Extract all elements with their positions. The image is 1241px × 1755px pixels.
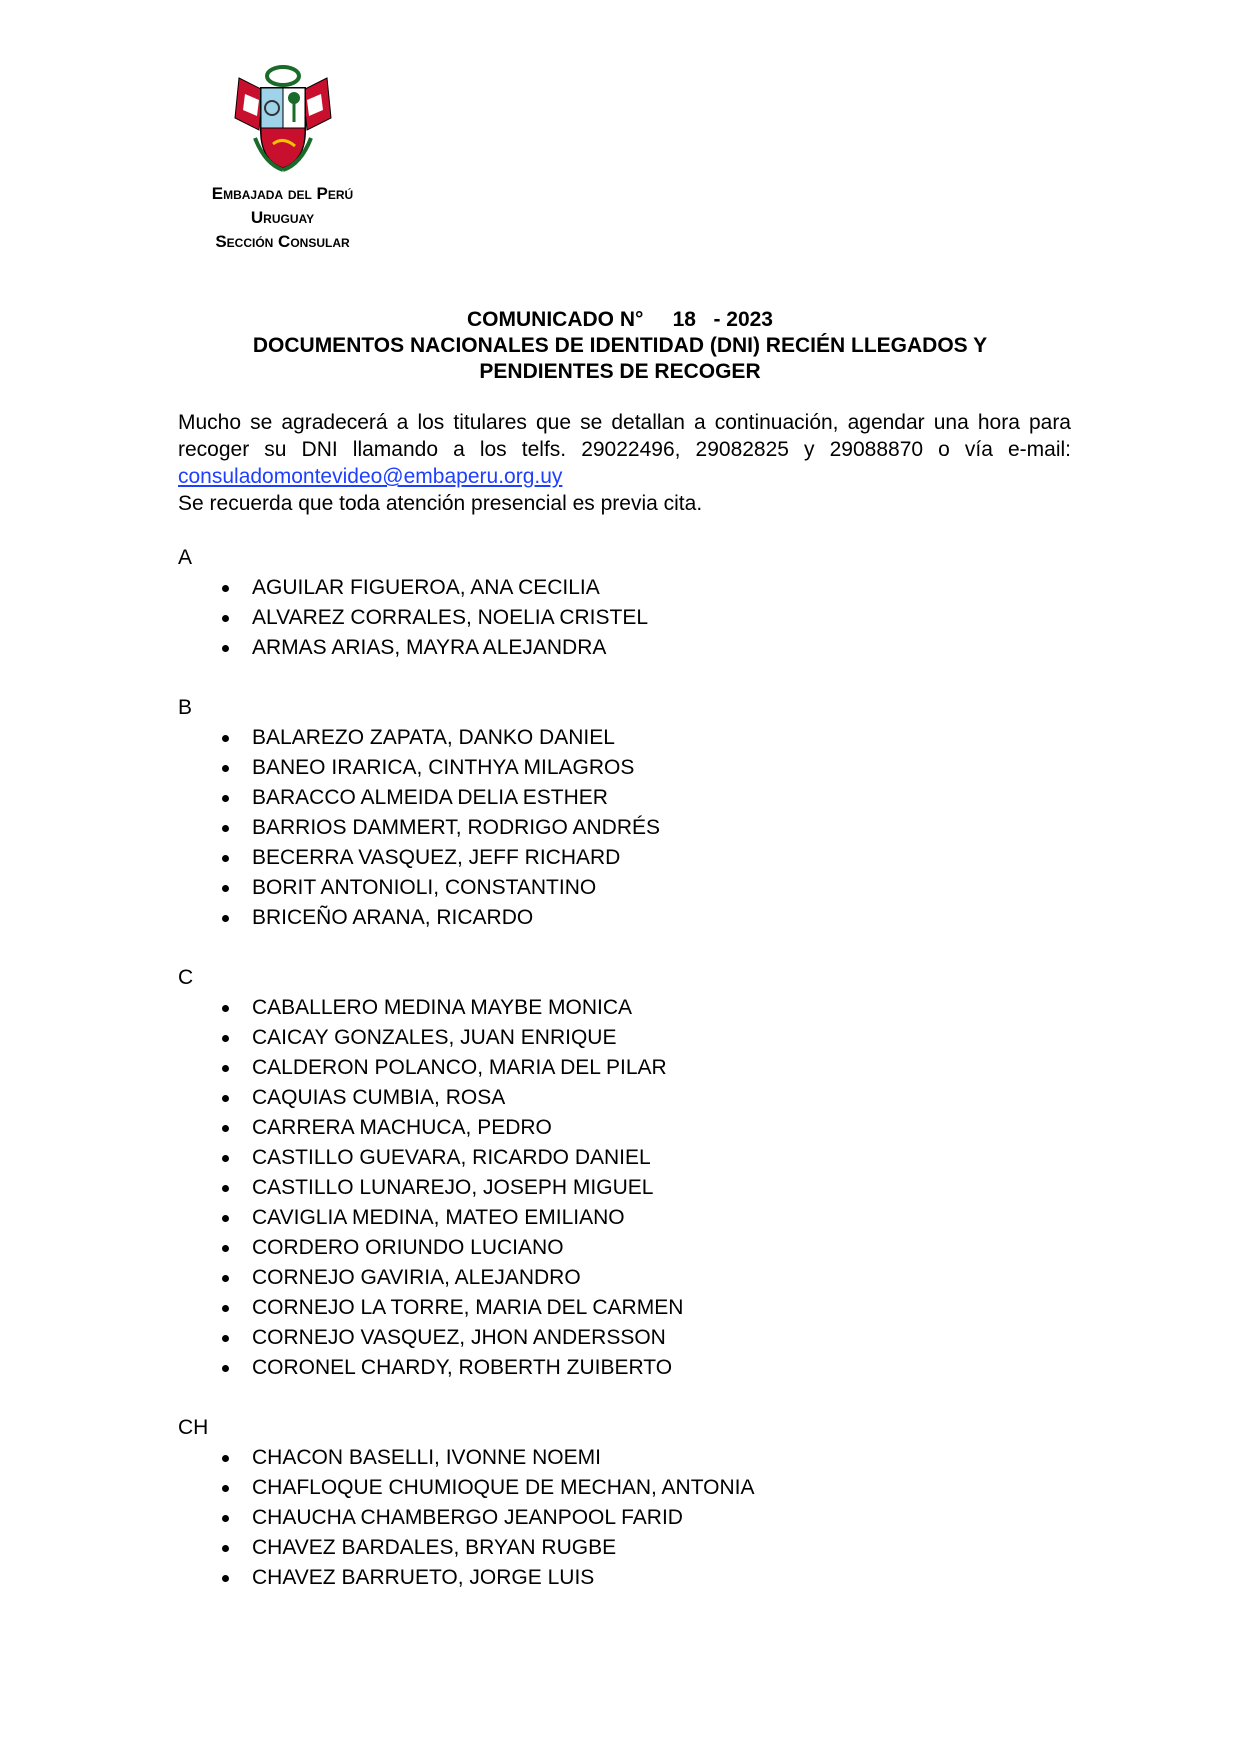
person-name: CORNEJO LA TORRE, MARIA DEL CARMEN [252,1296,684,1319]
bullet-icon [222,1305,229,1312]
list-item [178,723,1078,753]
person-name: CAICAY GONZALES, JUAN ENRIQUE [252,1026,617,1049]
list-item [178,1203,1078,1233]
bullet-icon [222,1485,229,1492]
bullet-icon [222,1095,229,1102]
bullet-icon [222,855,229,862]
document-title [180,307,1060,385]
list-item [178,1443,1078,1473]
list-item [178,603,1078,633]
list-item [178,1173,1078,1203]
list-item [178,1113,1078,1143]
section-letter: CH [178,1416,209,1439]
section-letter: C [178,966,194,989]
section-b [178,693,1078,933]
names-list [178,543,1078,1623]
person-name: CHAVEZ BARRUETO, JORGE LUIS [252,1566,595,1589]
bullet-icon [222,1455,229,1462]
list-item [178,1263,1078,1293]
list-item [178,1143,1078,1173]
embassy-section: Sección Consular [215,232,350,251]
bullet-icon [222,1515,229,1522]
list-item [178,1233,1078,1263]
bullet-icon [222,1185,229,1192]
bullet-icon [222,1275,229,1282]
list-item [178,753,1078,783]
embassy-country: Uruguay [250,208,315,227]
bullet-icon [222,1575,229,1582]
list-item [178,573,1078,603]
name-list [178,723,1078,933]
list-item [178,633,1078,663]
person-name: CARRERA MACHUCA, PEDRO [252,1116,552,1139]
person-name: CHACON BASELLI, IVONNE NOEMI [252,1446,601,1469]
bullet-icon [222,1005,229,1012]
bullet-icon [222,1125,229,1132]
person-name: BARACCO ALMEIDA DELIA ESTHER [252,786,608,809]
list-item [178,1083,1078,1113]
person-name: CALDERON POLANCO, MARIA DEL PILAR [252,1056,667,1079]
bullet-icon [222,765,229,772]
list-item [178,1053,1078,1083]
appointment-note: Se recuerda que toda atención presencial es previa cita. [178,492,703,515]
email-link[interactable]: consuladomontevideo@embaperu.org.uy [178,465,563,488]
peru-coat-of-arms-icon [225,60,341,176]
person-name: CHAFLOQUE CHUMIOQUE DE MECHAN, ANTONIA [252,1476,755,1499]
bullet-icon [222,1545,229,1552]
person-name: CAVIGLIA MEDINA, MATEO EMILIANO [252,1206,625,1229]
section-letter: A [178,546,193,569]
bullet-icon [222,1065,229,1072]
list-item [178,1353,1078,1383]
person-name: BECERRA VASQUEZ, JEFF RICHARD [252,846,621,869]
bullet-icon [222,1155,229,1162]
section-c [178,963,1078,1383]
embassy-name: Embajada del Perú [211,184,354,203]
person-name: CASTILLO GUEVARA, RICARDO DANIEL [252,1146,651,1169]
person-name: BRICEÑO ARANA, RICARDO [252,906,534,929]
person-name: CORNEJO GAVIRIA, ALEJANDRO [252,1266,581,1289]
list-item [178,813,1078,843]
bullet-icon [222,825,229,832]
bullet-icon [222,735,229,742]
person-name: BALAREZO ZAPATA, DANKO DANIEL [252,726,615,749]
name-list [178,1443,1078,1593]
bullet-icon [222,585,229,592]
bullet-icon [222,1035,229,1042]
list-item [178,1533,1078,1563]
person-name: CABALLERO MEDINA MAYBE MONICA [252,996,633,1019]
communique-number: COMUNICADO N° 18 - 2023 [467,308,773,331]
person-name: CHAVEZ BARDALES, BRYAN RUGBE [252,1536,617,1559]
list-item [178,993,1078,1023]
list-item [178,843,1078,873]
list-item [178,903,1078,933]
title-line: DOCUMENTOS NACIONALES DE IDENTIDAD (DNI) RECIÉN LLEGADOS Y [252,334,988,357]
list-item [178,1473,1078,1503]
bullet-icon [222,1245,229,1252]
intro-text [178,409,1071,490]
list-item [178,1293,1078,1323]
person-name: CORDERO ORIUNDO LUCIANO [252,1236,564,1259]
person-name: CHAUCHA CHAMBERGO JEANPOOL FARID [252,1506,683,1529]
list-item [178,1023,1078,1053]
person-name: BARRIOS DAMMERT, RODRIGO ANDRÉS [252,816,661,839]
person-name: CORNEJO VASQUEZ, JHON ANDERSSON [252,1326,666,1349]
bullet-icon [222,645,229,652]
bullet-icon [222,615,229,622]
title-line: PENDIENTES DE RECOGER [479,360,761,383]
bullet-icon [222,1215,229,1222]
list-item [178,783,1078,813]
letterhead [150,182,415,254]
person-name: BORIT ANTONIOLI, CONSTANTINO [252,876,597,899]
person-name: ARMAS ARIAS, MAYRA ALEJANDRA [252,636,607,659]
list-item [178,873,1078,903]
person-name: CASTILLO LUNAREJO, JOSEPH MIGUEL [252,1176,654,1199]
bullet-icon [222,1365,229,1372]
intro-body: Mucho se agradecerá a los titulares que se detallan a continuación, agendar una hora para recoger su DNI llamando a los telfs. 29022496, 29082825 y 29088870 o vía e-mail: [178,411,1071,461]
list-item [178,1503,1078,1533]
list-item [178,1323,1078,1353]
list-item [178,1563,1078,1593]
intro-paragraph [178,409,1071,517]
person-name: CORONEL CHARDY, ROBERTH ZUIBERTO [252,1356,673,1379]
bullet-icon [222,915,229,922]
bullet-icon [222,885,229,892]
section-ch [178,1413,1078,1593]
section-letter: B [178,696,193,719]
person-name: BANEO IRARICA, CINTHYA MILAGROS [252,756,635,779]
bullet-icon [222,795,229,802]
name-list [178,993,1078,1383]
person-name: AGUILAR FIGUEROA, ANA CECILIA [252,576,600,599]
person-name: ALVAREZ CORRALES, NOELIA CRISTEL [252,606,649,629]
person-name: CAQUIAS CUMBIA, ROSA [252,1086,506,1109]
section-a [178,543,1078,663]
name-list [178,573,1078,663]
bullet-icon [222,1335,229,1342]
